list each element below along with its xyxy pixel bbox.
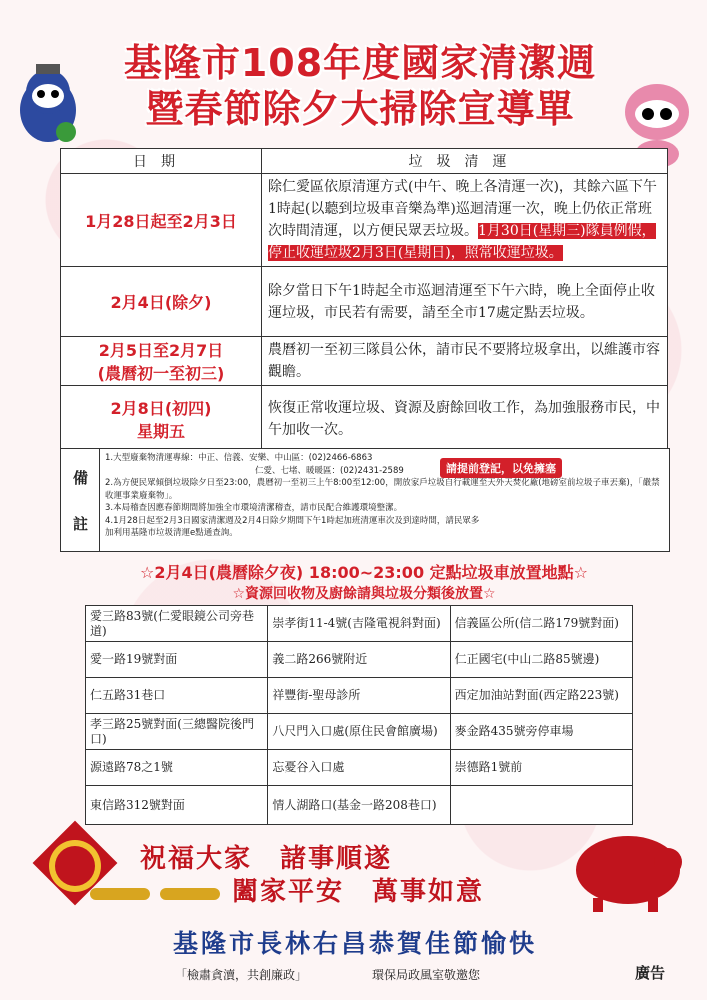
location-cell: 義二路266號附近 xyxy=(268,642,450,678)
slogan: 「檢肅貪瀆，共創廉政」 xyxy=(175,968,308,982)
notes-box xyxy=(60,448,670,552)
table-row xyxy=(61,267,668,337)
table-row xyxy=(86,714,633,750)
fortune-emblem-icon xyxy=(20,818,130,928)
table-row xyxy=(86,786,633,825)
location-cell: 情人湖路口(基金一路208巷口) xyxy=(268,786,450,825)
note-item: 仁愛、七堵、暖暖區：(02)2431-2589 xyxy=(255,465,404,476)
note-item: 4.1月28日起至2月3日國家清潔週及2月4日除夕期間下午1時起加班清運車次及到達時間，請民眾多 xyxy=(105,515,480,526)
blessing-line2: 闔家平安 萬事如意 xyxy=(232,877,485,907)
highlight-note: 1月30日(星期三)隊員例假，停止收運垃圾2月3日(星期日)，照常收運垃圾。 xyxy=(268,223,656,261)
date-cell: 2月4日(除夕) xyxy=(61,267,262,337)
location-cell: 孝三路25號對面(三總醫院後門口) xyxy=(86,714,268,750)
section-subtitle: ☆資源回收物及廚餘請與垃圾分類後放置☆ xyxy=(232,586,496,602)
blessing-line1: 祝福大家 諸事順遂 xyxy=(140,844,393,874)
location-cell: 信義區公所(信二路179號對面) xyxy=(450,606,632,642)
location-cell: 麥金路435號旁停車場 xyxy=(450,714,632,750)
invitation: 環保局政風室敬邀您 xyxy=(372,968,481,982)
desc-cell: 除夕當日下午1時起全市巡迴清運至下午六時，晚上全面停止收運垃圾，市民若有需要，請至全市17處定點丟垃圾。 xyxy=(262,267,668,337)
date-cell: 2月5日至2月7日 (農曆初一至初三) xyxy=(61,337,262,386)
schedule-table xyxy=(60,148,668,452)
note-item: 2.為方便民眾傾倒垃圾除夕日至23:00，農曆初一至初三上午8:00至12:00，開放家戶垃圾自行載運至天外天焚化廠(地磅室前垃圾子車丟棄)，「嚴禁收運事業廢棄物」。 xyxy=(105,478,660,501)
desc-cell: 恢復正常收運垃圾、資源及廚餘回收工作，為加強服務市民，中午加收一次。 xyxy=(262,386,668,452)
notes-label: 備 註 xyxy=(61,449,100,551)
table-row xyxy=(86,642,633,678)
registration-badge: 請提前登記，以免擁塞 xyxy=(440,458,562,478)
location-cell: 東信路312號對面 xyxy=(86,786,268,825)
page-subtitle: 暨春節除夕大掃除宣導單 xyxy=(145,87,575,131)
location-cell: 仁五路31巷口 xyxy=(86,678,268,714)
col-header-garbage: 垃圾清運 xyxy=(262,149,668,174)
note-item: 加利用基隆市垃圾清運e點通查詢。 xyxy=(105,528,238,538)
desc-cell: 除仁愛區依原清運方式(中午、晚上各清運一次)，其餘六區下午1時起(以聽到垃圾車音樂為準)巡迴清運一次，晚上仍依正常班次時間清運，以方便民眾丟垃圾。1月30日(星期三)隊員例假，停止收運垃圾2月3日(星期日)，照常收運垃圾。 xyxy=(262,174,668,267)
desc-cell: 農曆初一至初三隊員公休，請市民不要將垃圾拿出，以維護市容觀瞻。 xyxy=(262,337,668,386)
locations-table xyxy=(85,605,633,825)
mascot-left-icon xyxy=(8,50,88,150)
table-row xyxy=(86,678,633,714)
note-item: 1.大型廢棄物清運專線：中正、信義、安樂、中山區：(02)2466-6863 xyxy=(105,453,373,463)
location-cell: 愛三路83號(仁愛眼鏡公司旁巷道) xyxy=(86,606,268,642)
table-row xyxy=(61,174,668,267)
notes-body xyxy=(105,452,665,540)
greeting-line: 基隆市長林右昌恭賀佳節愉快 xyxy=(172,929,537,958)
location-cell xyxy=(450,786,632,825)
date-cell: 2月8日(初四) 星期五 xyxy=(61,386,262,452)
table-row xyxy=(61,386,668,452)
location-cell: 祥豐街-聖母診所 xyxy=(268,678,450,714)
location-cell: 崇孝街11-4號(吉隆電視斜對面) xyxy=(268,606,450,642)
date-cell: 1月28日起至2月3日 xyxy=(61,174,262,267)
table-row xyxy=(61,337,668,386)
location-cell: 源遠路78之1號 xyxy=(86,750,268,786)
gold-coins-icon xyxy=(90,880,230,910)
location-cell: 愛一路19號對面 xyxy=(86,642,268,678)
note-item: 3.本局稽查因應春節期間將加強全市環境清潔稽查，請市民配合維護環境整潔。 xyxy=(105,503,403,513)
advertisement-label: 廣告 xyxy=(635,964,666,982)
section-title: ☆2月4日(農曆除夕夜) 18:00~23:00 定點垃圾車放置地點☆ xyxy=(140,563,588,582)
page-title: 基隆市108年度國家清潔週 xyxy=(123,41,597,85)
location-cell: 崇德路1號前 xyxy=(450,750,632,786)
location-cell: 西定加油站對面(西定路223號) xyxy=(450,678,632,714)
col-header-date: 日期 xyxy=(61,149,262,174)
table-row xyxy=(86,750,633,786)
table-row xyxy=(86,606,633,642)
location-cell: 仁正國宅(中山二路85號邊) xyxy=(450,642,632,678)
location-cell: 八尺門入口處(原住民會館廣場) xyxy=(268,714,450,750)
pig-papercut-icon xyxy=(568,820,693,915)
location-cell: 忘憂谷入口處 xyxy=(268,750,450,786)
